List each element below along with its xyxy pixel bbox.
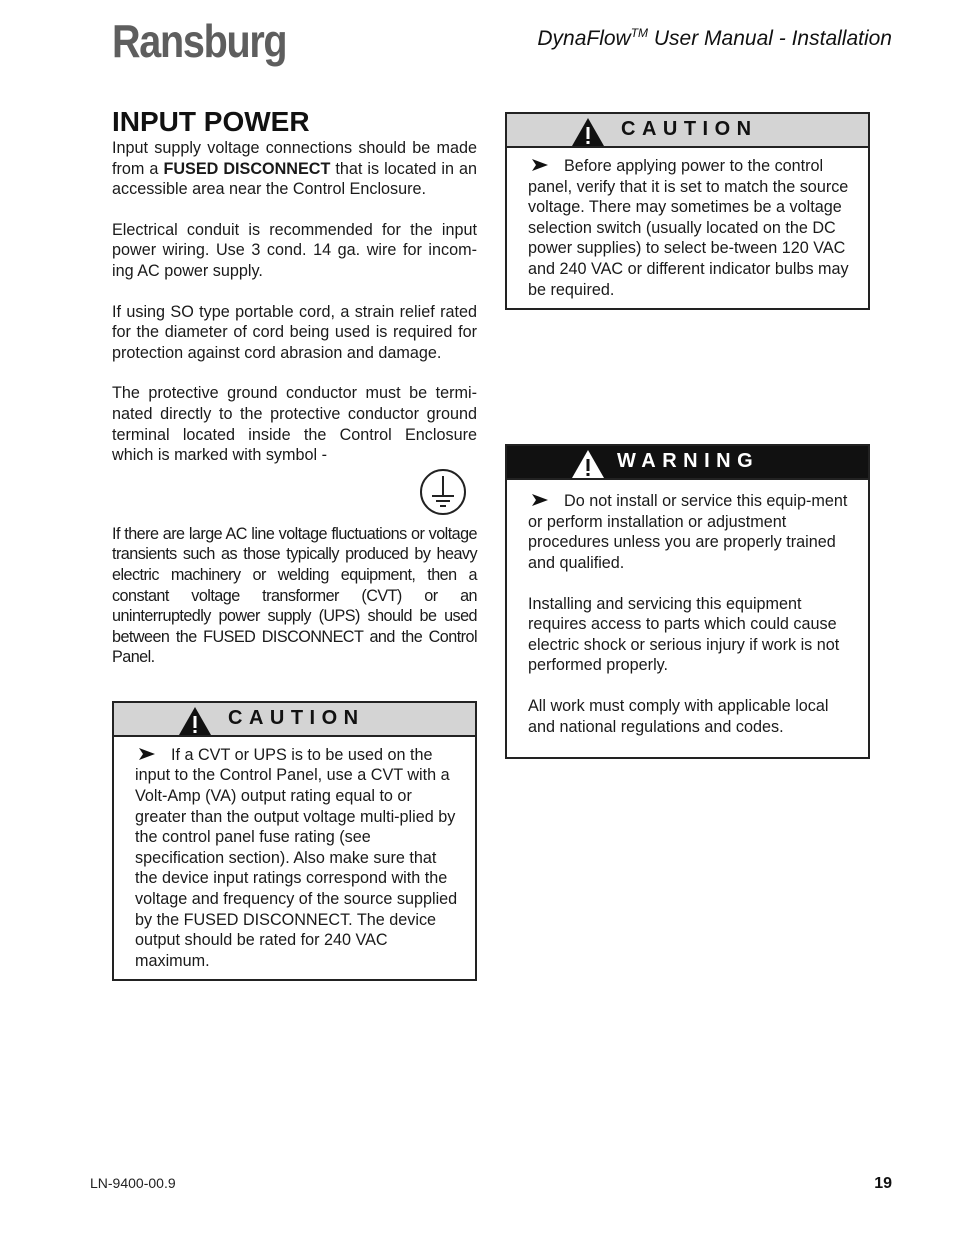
- caution-body: [507, 148, 868, 308]
- warning-body: [507, 480, 868, 757]
- arrow-bullet-icon: [137, 746, 157, 762]
- caution-text: [528, 156, 856, 300]
- protective-earth-ground-icon: [419, 468, 467, 516]
- paragraph-strain-relief: If using SO type portable cord, a strain relief rated for the diameter of cord being used is required for protection against cord abrasion and damage.: [112, 302, 477, 362]
- paragraph-fused-disconnect: [112, 138, 477, 200]
- product-name: DynaFlow: [537, 27, 631, 50]
- paragraph-text: that is located in an accessible area near the Control Enclosure.: [112, 159, 477, 199]
- page-number: 19: [874, 1175, 892, 1192]
- warning-title: WARNING: [617, 450, 760, 473]
- left-column: [112, 106, 477, 981]
- paragraph-text: Input supply voltage connections should be made from a: [112, 139, 477, 178]
- caution-text-content: Before applying power to the control panel, verify that it is set to match the source voltage. There may sometimes be a voltage selection switch (usually located on the DC power supplies) to select be-tween 120 VAC and 240 VAC or different indicator bulbs may be required.: [528, 157, 849, 299]
- ground-symbol-row: [112, 468, 477, 510]
- arrow-bullet-icon: [530, 492, 550, 508]
- trademark-mark: TM: [630, 26, 649, 40]
- warning-text-1: [528, 491, 856, 573]
- warning-text-content: Do not install or service this equip-ment or perform installation or adjustment procedures unless you are properly trained and qualified.: [528, 492, 848, 572]
- caution-box-voltage: [505, 112, 870, 310]
- warning-header: [507, 446, 868, 480]
- paragraph-ground: The protective ground conductor must be termi-nated directly to the protective conductor ground terminal located inside the Control Enclosure which is marked with symbol -: [112, 384, 477, 465]
- caution-title: CAUTION: [621, 118, 758, 140]
- bold-term: FUSED DISCONNECT: [163, 159, 331, 178]
- running-header-title: User Manual - Installation: [648, 27, 892, 50]
- brand-logo: Ransburg: [112, 15, 287, 67]
- warning-triangle-icon: [178, 706, 212, 736]
- warning-triangle-icon: [571, 117, 605, 147]
- warning-text-3: All work must comply with applicable local and national regulations and codes.: [528, 696, 829, 736]
- warning-text-2: Installing and servicing this equipment requires access to parts which could cause electric shock or serious injury if work is not performed properly.: [528, 594, 840, 675]
- warning-box: [505, 444, 870, 759]
- caution-header: [114, 703, 475, 737]
- paragraph-conduit: Electrical conduit is recommended for the input power wiring. Use 3 cond. 14 ga. wire for incom-ing AC power supply.: [112, 220, 477, 280]
- arrow-bullet-icon: [530, 157, 550, 173]
- warning-triangle-icon: [571, 449, 605, 479]
- caution-box-cvt: [112, 701, 477, 982]
- caution-header: [507, 114, 868, 148]
- caution-body: [114, 737, 475, 980]
- caution-text-content: If a CVT or UPS is to be used on the input to the Control Panel, use a CVT with a Volt-Amp (VA) output rating equal to or greater than the output voltage multi-plied by the control panel fuse rating (see specification section). Also make sure that the device input ratings correspond with the voltage and frequency of the source supplied by the FUSED DISCONNECT. The device output should be rated for 240 VAC maximum.: [135, 745, 458, 970]
- caution-text: [135, 745, 463, 972]
- document-number: LN-9400-00.9: [90, 1175, 176, 1191]
- running-header: [537, 26, 892, 51]
- caution-title: CAUTION: [228, 706, 365, 729]
- right-column: [505, 112, 870, 759]
- section-heading: INPUT POWER: [112, 106, 310, 137]
- paragraph-voltage-fluctuations: If there are large AC line voltage fluctuations or voltage transients such as those typically produced by heavy electric machinery or welding equipment, then a constant voltage transformer (CVT) or an uninterruptedly power supply (UPS) should be used between the FUSED DISCONNECT and the Control Panel.: [112, 524, 477, 667]
